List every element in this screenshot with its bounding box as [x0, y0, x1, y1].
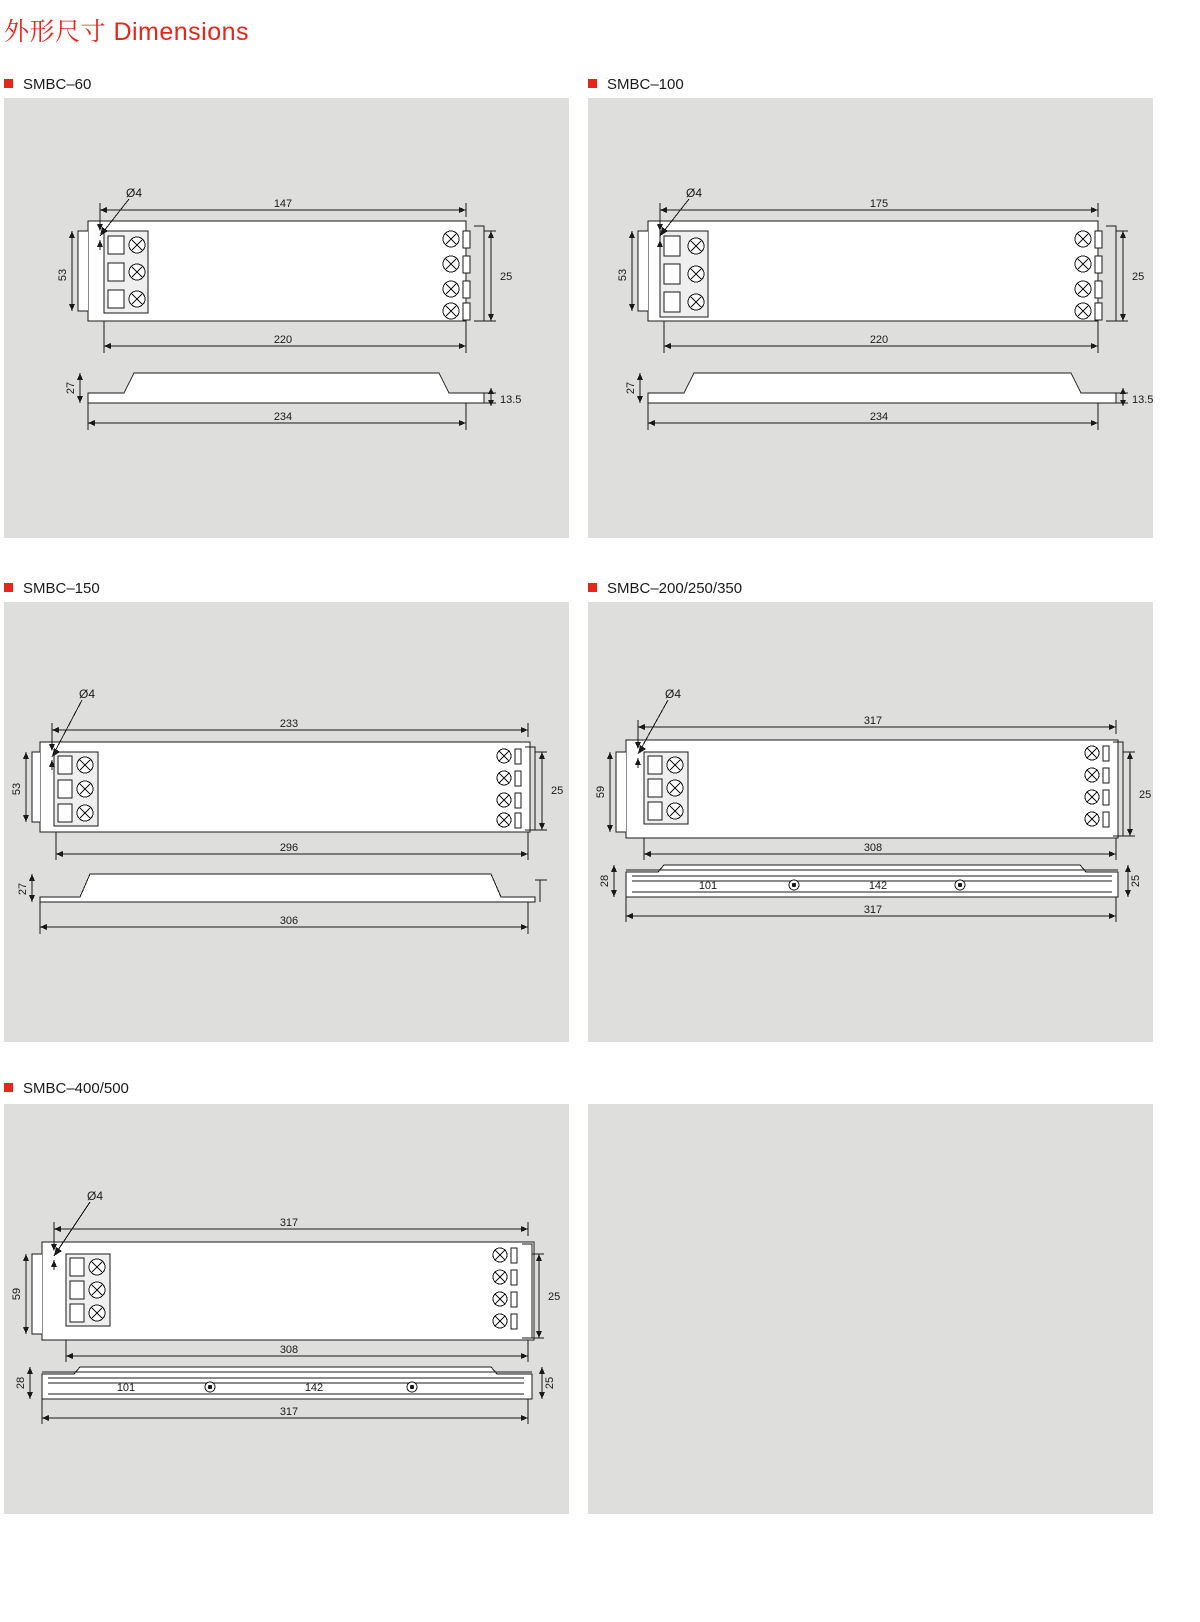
dim-step-height: 13.5: [500, 394, 522, 406]
dim-step-height: 13.5: [1132, 394, 1153, 406]
bullet-square-icon: [4, 1083, 13, 1092]
dim-hole-label: Ø4: [126, 186, 143, 200]
dim-length-mid: 308: [863, 842, 883, 854]
drawing-smbc-100: [588, 98, 1153, 538]
dim-length-inner: 147: [273, 198, 293, 210]
panel-label-text: SMBC–150: [23, 580, 100, 597]
dim-height: 53: [617, 268, 629, 282]
panel-label-smbc-200-250-350: [588, 580, 742, 597]
drawing-smbc-60: [4, 98, 569, 538]
dim-bottom-height: 28: [599, 874, 611, 888]
page-title: 外形尺寸 Dimensions: [4, 18, 250, 46]
dim-length-total: 234: [273, 411, 293, 423]
bullet-square-icon: [4, 583, 13, 592]
bullet-square-icon: [588, 583, 597, 592]
dim-length-inner: 233: [279, 718, 299, 730]
panel-label-smbc-150: [4, 580, 100, 597]
dim-height: 59: [595, 785, 607, 799]
dim-length-inner: 317: [863, 715, 883, 727]
panel-label-text: SMBC–200/250/350: [607, 580, 743, 597]
dim-hole-label: Ø4: [665, 687, 682, 701]
dim-bottom-height: 28: [15, 1376, 27, 1390]
dim-side-height: 27: [65, 381, 77, 395]
dim-length-total: 317: [863, 904, 883, 916]
dim-height: 53: [57, 268, 69, 282]
drawing-smbc-150: [4, 602, 569, 1042]
bullet-square-icon: [4, 79, 13, 88]
dim-length-mid: 296: [279, 842, 299, 854]
dim-hole-label: Ø4: [686, 186, 703, 200]
dim-length-inner: 317: [279, 1217, 299, 1229]
dim-right-width: 25: [551, 785, 564, 797]
dim-right-width: 25: [548, 1291, 561, 1303]
panel-label-smbc-100: [588, 76, 684, 93]
panel-label-text: SMBC–400/500: [23, 1080, 129, 1097]
dim-seg-left: 101: [116, 1382, 136, 1394]
dim-length-total: 234: [869, 411, 889, 423]
dim-length-total: 306: [279, 915, 299, 927]
dim-seg-mid: 142: [868, 880, 888, 892]
panel-empty: [588, 1104, 1153, 1514]
dim-height: 53: [11, 782, 23, 796]
dim-height: 59: [11, 1287, 23, 1301]
drawing-smbc-200-250-350: [588, 602, 1153, 1042]
dim-hole-label: Ø4: [87, 1189, 104, 1203]
panel-label-smbc-400-500: [4, 1080, 129, 1097]
panel-label-text: SMBC–100: [607, 76, 684, 93]
panel-smbc-100: [588, 98, 1153, 538]
dim-length-inner: 175: [869, 198, 889, 210]
panel-smbc-150: [4, 602, 569, 1042]
panel-smbc-400-500: [4, 1104, 569, 1514]
dim-length-mid: 220: [869, 334, 889, 346]
panel-label-smbc-60: [4, 76, 91, 93]
panel-smbc-60: [4, 98, 569, 538]
dim-right-width: 25: [1132, 271, 1145, 283]
panel-smbc-200-250-350: [588, 602, 1153, 1042]
panel-label-text: SMBC–60: [23, 76, 92, 93]
dim-length-mid: 220: [273, 334, 293, 346]
dim-length-total: 317: [279, 1406, 299, 1418]
dim-right-width: 25: [500, 271, 513, 283]
bullet-square-icon: [588, 79, 597, 88]
dim-hole-label: Ø4: [79, 687, 96, 701]
dim-length-mid: 308: [279, 1344, 299, 1356]
dim-seg-left: 101: [698, 880, 718, 892]
drawing-smbc-400-500: [4, 1104, 569, 1514]
dim-bottom-right-height: 25: [1130, 874, 1142, 888]
dim-side-height: 27: [17, 882, 29, 896]
dim-bottom-right-height: 25: [544, 1376, 556, 1390]
dim-seg-mid: 142: [304, 1382, 324, 1394]
dim-right-width: 25: [1139, 789, 1152, 801]
dim-side-height: 27: [625, 381, 637, 395]
